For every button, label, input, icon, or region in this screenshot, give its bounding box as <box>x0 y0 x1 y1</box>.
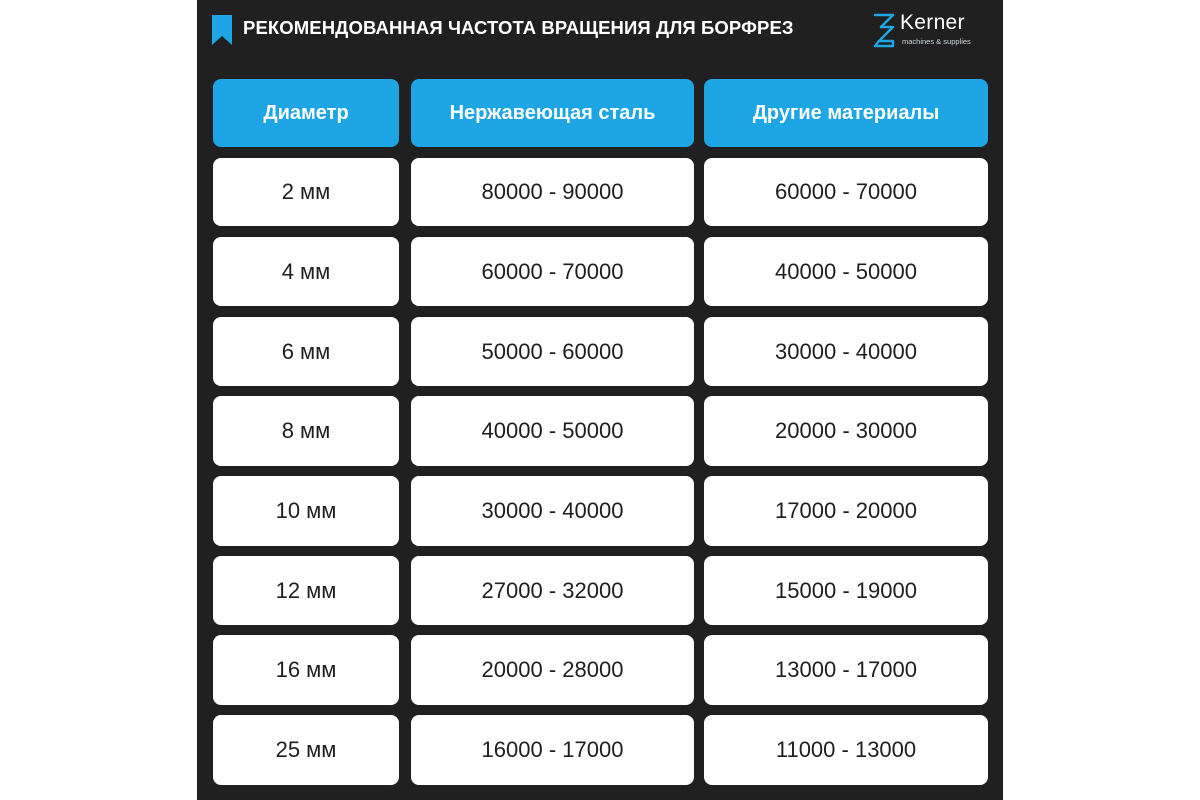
other-rpm-cell: 40000 - 50000 <box>704 237 988 306</box>
kerner-logo <box>873 11 989 51</box>
stainless-rpm-cell: 30000 - 40000 <box>411 476 694 546</box>
diameter-cell: 6 мм <box>213 317 399 386</box>
stainless-rpm-cell: 50000 - 60000 <box>411 317 694 386</box>
logo-tagline: machines & supplies <box>902 37 971 46</box>
other-rpm-cell: 30000 - 40000 <box>704 317 988 386</box>
stainless-rpm-cell: 60000 - 70000 <box>411 237 694 306</box>
stainless-rpm-cell: 20000 - 28000 <box>411 635 694 705</box>
bookmark-icon <box>212 15 232 45</box>
stainless-rpm-cell: 80000 - 90000 <box>411 158 694 226</box>
diameter-cell: 12 мм <box>213 556 399 625</box>
other-rpm-cell: 15000 - 19000 <box>704 556 988 625</box>
other-rpm-cell: 11000 - 13000 <box>704 715 988 785</box>
other-rpm-cell: 60000 - 70000 <box>704 158 988 226</box>
page-title: РЕКОМЕНДОВАННАЯ ЧАСТОТА ВРАЩЕНИЯ ДЛЯ БОРФРЕЗ <box>243 17 794 38</box>
header-stainless-steel: Нержавеющая сталь <box>411 79 694 147</box>
kerner-logo-icon <box>873 12 895 48</box>
infographic-panel <box>197 0 1003 800</box>
header-diameter: Диаметр <box>213 79 399 147</box>
other-rpm-cell: 20000 - 30000 <box>704 396 988 466</box>
diameter-cell: 16 мм <box>213 635 399 705</box>
other-rpm-cell: 13000 - 17000 <box>704 635 988 705</box>
stainless-rpm-cell: 16000 - 17000 <box>411 715 694 785</box>
diameter-cell: 25 мм <box>213 715 399 785</box>
other-rpm-cell: 17000 - 20000 <box>704 476 988 546</box>
stainless-rpm-cell: 27000 - 32000 <box>411 556 694 625</box>
diameter-cell: 4 мм <box>213 237 399 306</box>
stainless-rpm-cell: 40000 - 50000 <box>411 396 694 466</box>
diameter-cell: 10 мм <box>213 476 399 546</box>
diameter-cell: 2 мм <box>213 158 399 226</box>
diameter-cell: 8 мм <box>213 396 399 466</box>
logo-name: Kerner <box>900 11 965 34</box>
header-other-materials: Другие материалы <box>704 79 988 147</box>
header <box>197 0 1003 66</box>
